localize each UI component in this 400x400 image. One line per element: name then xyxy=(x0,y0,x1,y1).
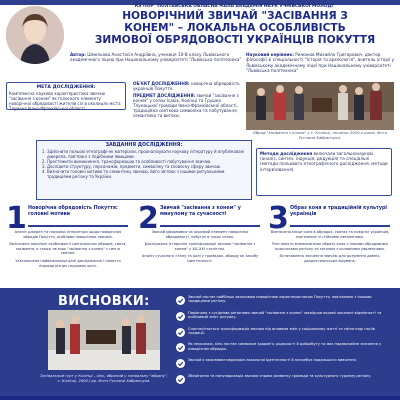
section-3-p3: Встановлено значення звичаю для розуміння давніх, дохристиянських вірувань. xyxy=(279,254,381,263)
goal-title: МЕТА ДОСЛІДЖЕННЯ: xyxy=(36,85,96,90)
conclusion-item xyxy=(176,373,394,388)
portrait-image xyxy=(6,6,64,64)
section-3-p1: Визначено місце коня в обрядах, святах та повір'ях українців, пов'язаних зі стійкими уявленнями. xyxy=(270,230,390,239)
title-line-2: КОНЕМ" – ЛОКАЛЬНА ОСОБЛИВІСТЬ xyxy=(124,22,346,34)
check-icon xyxy=(176,359,185,368)
author-text: Шмельова Анастасія Андріївна, учениця 10-В класу Львівського академічного ліцею при Національному університеті "Львівська політехніка" xyxy=(70,52,242,63)
section-2-p3: Аналіз сучасного стану та ролі у громадах, обряду як засобу ідентичності. xyxy=(141,254,259,263)
section-1 xyxy=(6,201,132,284)
ritual-photo xyxy=(246,82,394,130)
section-1-p2: Визначено локальні особливості центральних обрядів, свята, засівання, а також зв'язок "засівання з конем" з тим ж святом. xyxy=(9,242,127,256)
tasks-title: ЗАВДАННЯ ДОСЛІДЖЕННЯ: xyxy=(105,143,183,148)
section-3-divider xyxy=(290,225,390,227)
section-2-p1: Звичай оформився як окремий елемент новорічної обрядовості, побутує в трьох селах. xyxy=(151,230,249,239)
supervisor-text: Рижанов Михайло Григорович, доктор філософії зі спеціальності "Історія та археологія", вчитель історії у Львівському академічному ліцеї при Національному університеті "Львівська політехніка" xyxy=(246,52,395,73)
conclusion-item xyxy=(176,357,394,372)
ritual-photo-image xyxy=(246,82,394,130)
conclusions-photo-image xyxy=(48,310,160,370)
supervisor-label: Науковий керівник: xyxy=(246,52,294,57)
section-2-title: Звичай "засівання з конем" у минулому та сучасності xyxy=(160,206,241,217)
subject-text: звичай "засівання з конем" у селах Ісаків, Колінці та Грушка Тлумацької громади Івано-Франківської області, традиційна святкова символіка та побутування, семантика та витоки. xyxy=(133,93,239,118)
goal-text: Комплексна наукова характеристика звичаю "засівання з конем" як голосного елементу новорічної обрядовості жителів сіл в околицях міста Тлумача Івано-Франківської області. xyxy=(9,91,121,111)
conclusions-title: ВИСНОВКИ: xyxy=(58,294,150,309)
section-2-p2: Досліджено історичне трансформації звичаю "засівання з конем" у ХХ–ХХІ століттях. xyxy=(144,242,256,251)
author-photo xyxy=(6,6,64,64)
organization-name: КЗ ПОР "ПОЛТАВСЬКА ОБЛАСНА МАЛА АКАДЕМІЯ НАУК УЧНІВСЬКОЇ МОЛОДІ" xyxy=(134,4,336,9)
task-item: 4. Визначити головні мотиви та семантику звичаю, його зв'язок з іншими ритуальними традиціями регіону та України. xyxy=(47,169,248,179)
section-2 xyxy=(138,201,264,284)
research-goal-box xyxy=(6,82,126,110)
author-info xyxy=(70,52,246,80)
conclusion-item xyxy=(176,326,394,341)
section-2-body xyxy=(140,230,260,267)
methods-label: Методи дослідження xyxy=(260,151,313,156)
conclusion-item xyxy=(176,341,394,356)
task-item: 3. Дослідити структуру, персонажів, предмети, символіку та словесну сферу звичаю. xyxy=(47,164,248,169)
methods-box xyxy=(256,148,392,196)
section-1-number: 1 xyxy=(6,201,27,236)
section-1-divider xyxy=(28,225,128,227)
check-icon xyxy=(176,328,185,337)
task-item: 2. Простежити виникнення, трансформацію та особливості побутування звичаю. xyxy=(47,159,248,164)
section-1-body xyxy=(8,230,128,271)
author-label: Автор: xyxy=(70,52,86,57)
conclusion-item xyxy=(176,294,394,309)
check-icon xyxy=(176,296,185,305)
conclusion-item xyxy=(176,310,394,325)
check-icon xyxy=(176,343,185,352)
supervisor-info xyxy=(246,52,398,80)
ritual-photo-caption: Обряд "засівання з конем" у с. Колінці, початок 2000-х років. Фото Руслана Хабранчука. xyxy=(252,130,388,140)
subject-label: ПРЕДМЕТ ДОСЛІДЖЕННЯ: xyxy=(133,93,196,98)
conclusions-list xyxy=(176,294,394,389)
poster-title xyxy=(70,10,400,50)
object-subject-box xyxy=(132,80,247,136)
bottom-strip xyxy=(0,396,400,400)
conclusion-text: Спостерігається трансформація звичаю під впливом змін у соціальному житті та світогляді носіїв традиції. xyxy=(188,326,375,335)
section-3-p2: Розглянуто взаємозв'язок образу коня з іншими обрядовими практиками регіону та загалом з основними уявленнями. xyxy=(272,242,388,251)
title-line-1: НОВОРІЧНИЙ ЗВИЧАЙ "ЗАСІВАННЯ З xyxy=(122,10,348,22)
conclusion-text: Звичай є важливим маркером локальної ідентичності й потребує подальшого вивчення. xyxy=(188,358,357,363)
research-tasks-box xyxy=(36,140,252,200)
section-3 xyxy=(268,201,394,284)
task-item: 1. Здійснити польові етнографічні матеріали, проаналізувати наукову літературу й опубліковані джерела, пов'язані з подібними явищами. xyxy=(47,149,248,159)
section-1-p3: Узагальнено найважливіші дані дослідження і поняття підходи різних наукових шкіл. xyxy=(15,258,121,268)
section-3-body xyxy=(270,230,390,267)
section-1-title: Новорічна обрядовість Покуття: головні мотиви xyxy=(28,206,118,217)
section-1-p1: Аналіз джерел та наукової літератури щодо новорічних обрядів Покуття, особливо новорічних звичаїв. xyxy=(14,230,122,239)
section-2-divider xyxy=(160,225,260,227)
section-3-number: 3 xyxy=(268,201,289,236)
section-2-number: 2 xyxy=(138,201,159,236)
object-text: новорічна обрядовість українців Покуття. xyxy=(133,81,240,91)
conclusion-text: Порівняно з сусідніми регіонами звичай "засівання з конем" засвідчив окремі локальні відмінності та особливий зміст ритуалу. xyxy=(188,310,382,320)
conclusions-photo xyxy=(48,310,160,370)
conclusion-text: Звичай постає найбільш важливою новорічною характеристикою Покуття, пов'язаною з іншими традиціями регіону. xyxy=(188,295,372,304)
object-label: ОБ'ЄКТ ДОСЛІДЖЕННЯ: xyxy=(133,81,190,86)
methods-text: включали загальнонаукові (аналіз, синтез, індукція, дедукція) та спеціальні (методи польового етнографічного дослідження, методи інтерв'ювання). xyxy=(260,151,388,172)
conclusion-text: Як персонаж, кінь постає символом здоров'я, родючості й добробуту та має надзвичайне значення у новорічних обрядах. xyxy=(188,342,382,351)
title-line-3: ЗИМОВОЇ ОБРЯДОВОСТІ УКРАЇНЦІВ ПОКУТТЯ xyxy=(94,34,376,46)
conclusion-text: Зберігання та популяризація звичаю сприяє розвитку громади та культурного туризму регіону. xyxy=(188,373,372,378)
check-icon xyxy=(176,312,185,321)
check-icon xyxy=(176,375,185,384)
tasks-list xyxy=(40,149,248,179)
section-3-title: Образ коня в традиційній культурі українців xyxy=(290,206,388,217)
conclusions-photo-caption: Засівальний гурт у Колінці – кінь, вбраний у засівальну "вбрану", с. Колінці, 2000-і рр. Фото Руслана Хабранчука. xyxy=(40,374,168,383)
